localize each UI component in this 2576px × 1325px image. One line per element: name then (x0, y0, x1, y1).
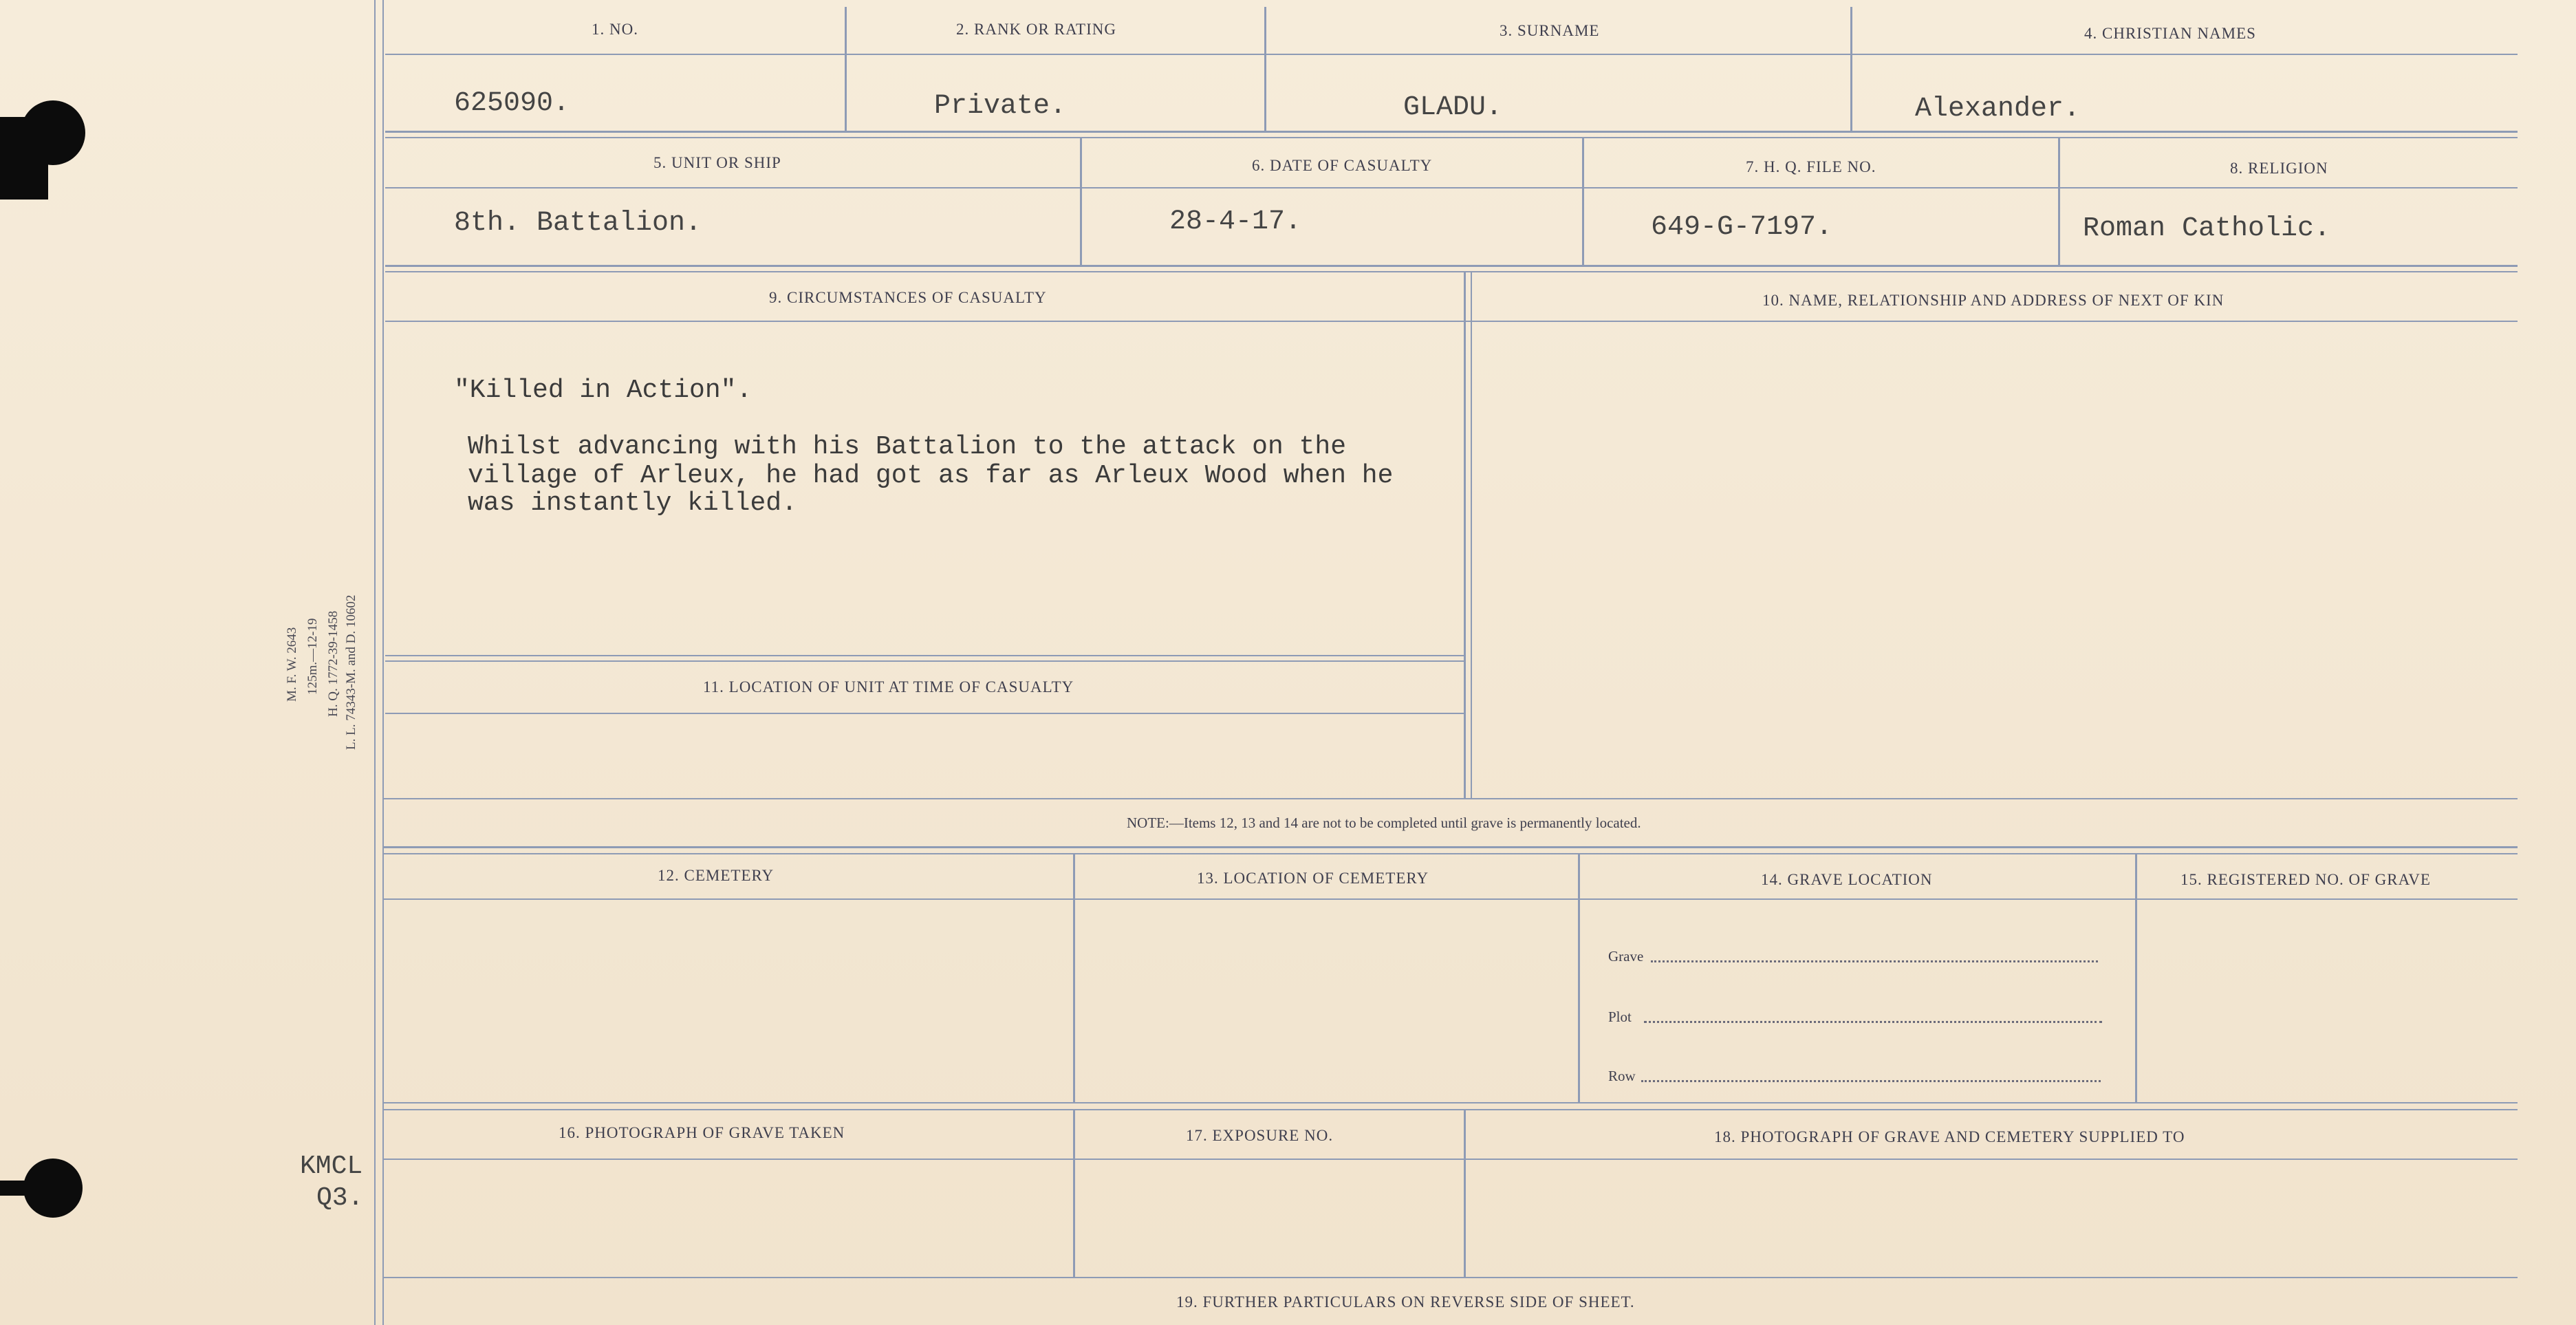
circumstances-line-1: "Killed in Action". (454, 376, 753, 405)
rule (1582, 138, 1584, 265)
rule (1464, 272, 1466, 799)
margin-rule-outer (374, 0, 376, 1325)
header-registered-no: 15. REGISTERED NO. OF GRAVE (2180, 871, 2431, 888)
header-exposure-no: 17. EXPOSURE NO. (1186, 1127, 1334, 1144)
grave-label: Grave (1608, 948, 1644, 965)
header-unit: 5. UNIT OR SHIP (653, 154, 781, 171)
value-unit: 8th. Battalion. (454, 208, 702, 239)
rule (385, 660, 1464, 662)
rule (385, 271, 2518, 272)
header-location-of-unit: 11. LOCATION OF UNIT AT TIME OF CASUALTY (703, 678, 1074, 696)
rule (1471, 272, 1472, 799)
rule (1073, 854, 1075, 1102)
rule (385, 321, 2518, 322)
header-christian-names: 4. CHRISTIAN NAMES (2084, 25, 2256, 42)
header-circumstances: 9. CIRCUMSTANCES OF CASUALTY (769, 289, 1047, 306)
plot-label: Plot (1608, 1009, 1632, 1025)
header-date: 6. DATE OF CASUALTY (1252, 157, 1433, 174)
form-code-3: H. Q. 1772-39-1458 (326, 610, 340, 717)
rule (385, 54, 2518, 55)
header-no: 1. NO. (592, 21, 638, 38)
value-hq-file: 649-G-7197. (1651, 212, 1833, 243)
stamp-line-1: KMCL (300, 1152, 363, 1181)
rule (2135, 854, 2137, 1102)
rule (1464, 1109, 1466, 1277)
value-religion: Roman Catholic. (2083, 213, 2331, 244)
row-line (1641, 1080, 2101, 1082)
row-label: Row (1608, 1068, 1636, 1084)
header-photo-supplied: 18. PHOTOGRAPH OF GRAVE AND CEMETERY SUPPLIED TO (1714, 1128, 2185, 1145)
header-surname: 3. SURNAME (1500, 22, 1600, 39)
rule (385, 265, 2518, 267)
value-surname: GLADU. (1403, 92, 1503, 123)
rule (382, 1159, 2518, 1160)
rule (385, 137, 2518, 138)
margin-rule-inner (382, 0, 384, 1325)
rule (382, 853, 2518, 854)
rule (382, 1102, 2518, 1103)
circumstances-line-3: village of Arleux, he had got as far as Arleux Wood when he (468, 461, 1394, 491)
rule (382, 1277, 2518, 1278)
rule (385, 131, 2518, 133)
header-photo-taken: 16. PHOTOGRAPH OF GRAVE TAKEN (559, 1124, 845, 1141)
grave-line (1651, 960, 2098, 962)
rule (385, 713, 1464, 714)
form-code-2: 125m.—12-19 (305, 618, 320, 695)
value-christian-names: Alexander. (1915, 94, 2081, 125)
header-rank: 2. RANK OR RATING (956, 21, 1116, 38)
circumstances-line-2: Whilst advancing with his Battalion to the attack on the (468, 432, 1347, 462)
rule (845, 7, 847, 131)
rule (385, 187, 2518, 188)
plot-line (1644, 1021, 2102, 1023)
header-religion: 8. RELIGION (2230, 160, 2328, 177)
stamp-line-2: Q3. (316, 1183, 364, 1213)
rule (382, 898, 2518, 900)
header-grave-location: 14. GRAVE LOCATION (1761, 871, 1933, 888)
value-no: 625090. (454, 88, 570, 119)
rule (1264, 7, 1266, 131)
punch-tab-top (0, 117, 48, 200)
rule (1850, 7, 1852, 131)
rule (1080, 138, 1082, 265)
rule (382, 846, 2518, 848)
rule (385, 655, 1464, 656)
header-location-of-cemetery: 13. LOCATION OF CEMETERY (1197, 870, 1429, 887)
rule (382, 798, 2518, 799)
form-code-4: L. L. 74343-M. and D. 10602 (344, 594, 358, 750)
rule (382, 1109, 2518, 1110)
form-code-1: M. F. W. 2643 (285, 627, 299, 702)
rule (1578, 854, 1580, 1102)
rule (1073, 1109, 1075, 1277)
rule (2058, 138, 2060, 265)
header-cemetery: 12. CEMETERY (658, 867, 775, 884)
header-next-of-kin: 10. NAME, RELATIONSHIP AND ADDRESS OF NEXT OF KIN (1762, 292, 2225, 309)
header-further-particulars: 19. FURTHER PARTICULARS ON REVERSE SIDE OF SHEET. (1176, 1293, 1635, 1311)
header-hq-file: 7. H. Q. FILE NO. (1746, 158, 1876, 175)
value-date: 28-4-17. (1169, 206, 1302, 237)
circumstances-line-4: was instantly killed. (468, 488, 797, 518)
punch-tab-bottom (0, 1181, 41, 1196)
value-rank: Private. (934, 91, 1067, 122)
note-text: NOTE:—Items 12, 13 and 14 are not to be completed until grave is permanently located. (1127, 815, 1641, 831)
